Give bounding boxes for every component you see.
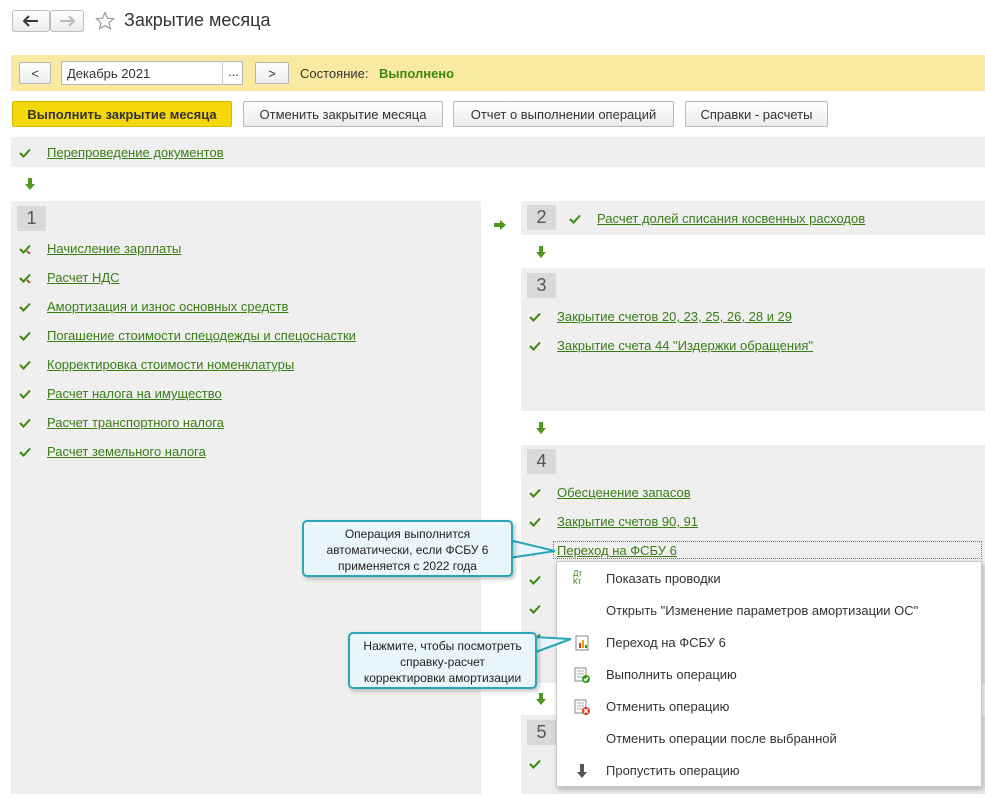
- stage-1-op[interactable]: Начисление зарплаты: [47, 241, 182, 256]
- menu-item-skip-operation[interactable]: Пропустить операцию: [606, 763, 740, 778]
- check-icon: [19, 447, 31, 457]
- check-icon: [19, 389, 31, 399]
- stage-4-number: 4: [527, 449, 556, 474]
- stage-1-op[interactable]: Погашение стоимости спецодежды и спецоснастки: [47, 328, 356, 343]
- arrow-down-icon: [25, 178, 35, 190]
- click-report-callout: [348, 632, 537, 689]
- prev-period-button[interactable]: <: [19, 62, 51, 84]
- stage-1-op[interactable]: Расчет налога на имущество: [47, 386, 222, 401]
- check-icon: [529, 759, 541, 769]
- check-icon: [19, 331, 31, 341]
- dt-kt-icon: Дт Кт: [573, 569, 583, 586]
- check-icon: [569, 214, 581, 224]
- stage-3-number: 3: [527, 273, 556, 298]
- menu-item-fsbu6-report[interactable]: Переход на ФСБУ 6: [606, 635, 726, 650]
- check-icon: [529, 312, 541, 322]
- check-icon: [19, 418, 31, 428]
- check-icon: [529, 575, 541, 585]
- stage-3-op[interactable]: Закрытие счетов 20, 23, 25, 26, 28 и 29: [557, 309, 793, 324]
- callout-pointer: [533, 633, 573, 657]
- period-value: Декабрь 2021: [67, 66, 151, 81]
- check-icon: [529, 488, 541, 498]
- callout-line: корректировки амортизации: [363, 671, 522, 685]
- stage-1-op[interactable]: Расчет НДС: [47, 270, 120, 285]
- stage-5-number: 5: [527, 720, 556, 745]
- favorite-star-icon[interactable]: [95, 11, 115, 31]
- forward-button[interactable]: [50, 10, 84, 32]
- next-period-button[interactable]: >: [255, 62, 289, 84]
- check-edited-icon: [19, 273, 31, 283]
- callout-line: справку-расчет: [400, 655, 485, 669]
- check-edited-icon: [19, 244, 31, 254]
- check-icon: [19, 148, 31, 158]
- stage-1-panel: [11, 201, 481, 794]
- stage-1-op[interactable]: Расчет транспортного налога: [47, 415, 224, 430]
- arrow-down-icon: [536, 422, 546, 434]
- run-operation-icon: [573, 666, 591, 684]
- report-icon: [573, 634, 591, 652]
- check-icon: [529, 341, 541, 351]
- menu-item-cancel-operation[interactable]: Отменить операцию: [606, 699, 730, 714]
- arrow-left-icon: [23, 15, 39, 27]
- state-label: Состояние:: [300, 66, 369, 81]
- check-icon: [529, 604, 541, 614]
- cancel-month-close-button[interactable]: Отменить закрытие месяца: [243, 101, 443, 127]
- stage-4-op[interactable]: Обесценение запасов: [557, 485, 691, 500]
- callout-pointer: [509, 538, 557, 560]
- callout-line: Нажмите, чтобы посмотреть: [363, 639, 522, 653]
- stage-2-number: 2: [527, 205, 556, 230]
- period-field[interactable]: [61, 61, 243, 85]
- state-value: Выполнено: [379, 66, 455, 81]
- stage-4-op[interactable]: Переход на ФСБУ 6: [557, 543, 677, 558]
- callout-line: применяется с 2022 года: [338, 559, 477, 573]
- run-month-close-button[interactable]: Выполнить закрытие месяца: [12, 101, 232, 127]
- check-icon: [19, 302, 31, 312]
- callout-line: автоматически, если ФСБУ 6: [326, 543, 489, 557]
- period-choose-button[interactable]: ...: [222, 61, 244, 85]
- stage-1-op[interactable]: Корректировка стоимости номенклатуры: [47, 357, 295, 372]
- check-icon: [19, 360, 31, 370]
- stage-1-op[interactable]: Расчет земельного налога: [47, 444, 206, 459]
- arrow-right-icon: [59, 15, 75, 27]
- fsbu-auto-callout: [302, 520, 513, 577]
- menu-item-open-depreciation-params[interactable]: Открыть "Изменение параметров амортизации ОС": [606, 603, 919, 618]
- cancel-operation-icon: [573, 698, 591, 716]
- reposting-link[interactable]: Перепроведение документов: [47, 145, 224, 160]
- operations-report-button[interactable]: Отчет о выполнении операций: [453, 101, 674, 127]
- skip-down-arrow-icon: [573, 762, 591, 780]
- operation-context-menu: [556, 561, 982, 787]
- stage-2-op[interactable]: Расчет долей списания косвенных расходов: [597, 211, 866, 226]
- check-icon: [529, 517, 541, 527]
- menu-item-cancel-following[interactable]: Отменить операции после выбранной: [606, 731, 837, 746]
- stage-3-op[interactable]: Закрытие счета 44 "Издержки обращения": [557, 338, 813, 353]
- stage-1-number: 1: [17, 206, 46, 231]
- menu-item-show-postings[interactable]: Показать проводки: [606, 571, 721, 586]
- stage-4-op[interactable]: Закрытие счетов 90, 91: [557, 514, 699, 529]
- back-button[interactable]: [12, 10, 50, 32]
- arrow-right-icon: [494, 220, 506, 230]
- stage-1-op[interactable]: Амортизация и износ основных средств: [47, 299, 289, 314]
- help-calculations-button[interactable]: Справки - расчеты: [685, 101, 828, 127]
- page-title: Закрытие месяца: [124, 10, 271, 30]
- callout-line: Операция выполнится: [344, 527, 471, 541]
- arrow-down-icon: [536, 246, 546, 258]
- arrow-down-icon: [536, 693, 546, 705]
- menu-item-run-operation[interactable]: Выполнить операцию: [606, 667, 737, 682]
